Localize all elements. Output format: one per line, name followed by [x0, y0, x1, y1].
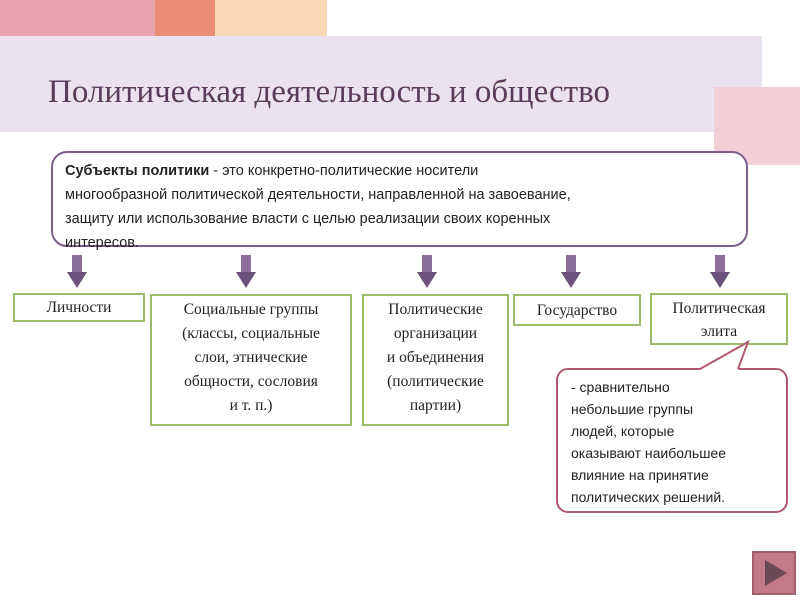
play-triangle-icon	[765, 560, 787, 586]
definition-box	[51, 151, 748, 251]
definition-line-1: - это конкретно-политические носители	[209, 163, 479, 179]
category-political-elite: Политическая элита	[650, 293, 788, 345]
category-political-organizations: Политические организации и объединения (политические партии)	[362, 294, 509, 426]
category-individuals: Личности	[13, 293, 145, 322]
category-state: Государство	[513, 294, 641, 326]
down-arrow-icon	[236, 255, 256, 289]
definition-line-4: интересов.	[65, 235, 139, 251]
definition-line-2: многообразной политической деятельности, направленной на завоевание,	[65, 187, 571, 203]
definition-term: Субъекты политики	[65, 163, 210, 179]
down-arrow-icon	[417, 255, 437, 289]
down-arrow-icon	[561, 255, 581, 289]
elite-callout: - сравнительно небольшие группы людей, которые оказывают наибольшее влияние на принятие политических решений.	[556, 368, 788, 513]
category-social-groups: Социальные группы (классы, социальные слои, этнические общности, сословия и т. п.)	[150, 294, 352, 426]
next-slide-button[interactable]	[752, 551, 796, 595]
down-arrow-icon	[710, 255, 730, 289]
definition-line-3: защиту или использование власти с целью реализации своих коренных	[65, 211, 551, 227]
down-arrow-icon	[67, 255, 87, 289]
page-title: Политическая деятельность и общество	[48, 74, 610, 110]
